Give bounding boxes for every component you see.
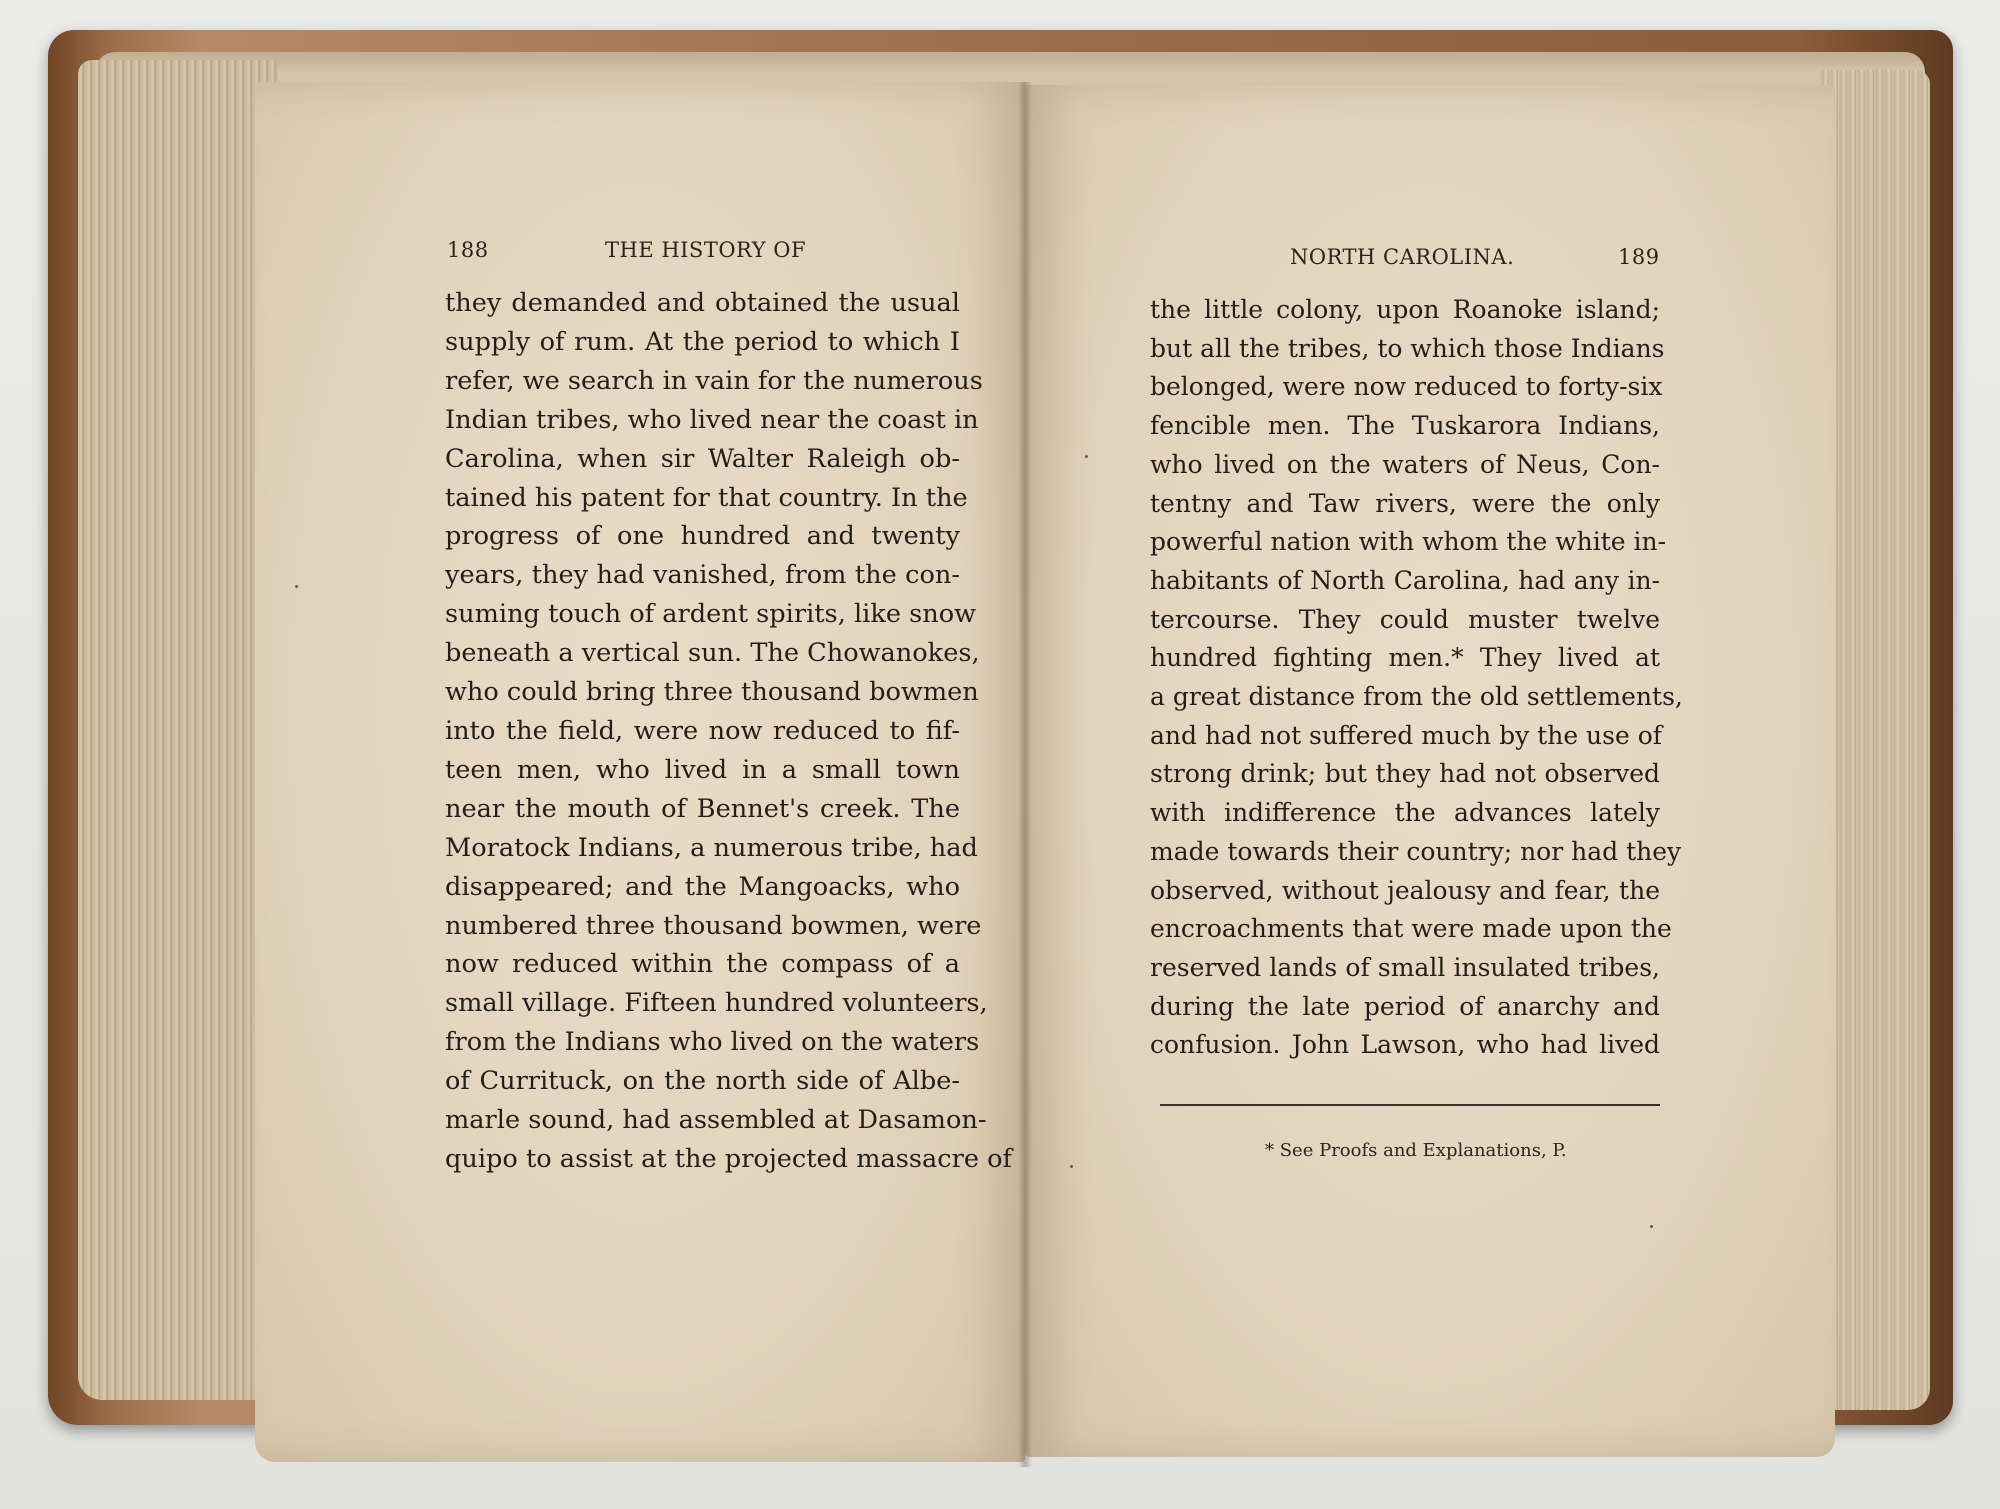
text-line: refer, we search in vain for the numerous <box>445 365 983 396</box>
book-gutter <box>1018 82 1032 1467</box>
text-line: near the mouth of Bennet's creek. The <box>445 793 960 824</box>
text-line: with indifference the advances lately <box>1150 798 1660 828</box>
text-line: fencible men. The Tuskarora Indians, <box>1150 411 1660 441</box>
right-body-text <box>1150 291 1683 1065</box>
right-page-number: 189 <box>1618 245 1660 269</box>
text-line: made towards their country; nor had they <box>1150 836 1682 866</box>
page-edges-left <box>78 60 278 1400</box>
text-line: supply of rum. At the period to which I <box>445 326 960 357</box>
text-line: encroachments that were made upon the <box>1150 914 1672 944</box>
text-line: disappeared; and the Mangoacks, who <box>445 871 960 902</box>
left-running-head: THE HISTORY OF <box>605 238 807 262</box>
left-body-text <box>445 284 1012 1179</box>
text-line: hundred fighting men.* They lived at <box>1150 643 1660 673</box>
paper-speck <box>1070 1165 1073 1168</box>
text-line: habitants of North Carolina, had any in- <box>1150 565 1660 595</box>
text-line: reserved lands of small insulated tribes, <box>1150 952 1660 982</box>
left-page-number: 188 <box>447 238 489 262</box>
text-line: of Currituck, on the north side of Albe- <box>445 1066 960 1097</box>
text-line: tained his patent for that country. In the <box>445 482 968 513</box>
text-line: who lived on the waters of Neus, Con- <box>1150 449 1660 479</box>
text-line: the little colony, upon Roanoke island; <box>1150 295 1660 324</box>
text-line: observed, without jealousy and fear, the <box>1150 875 1660 905</box>
text-line: but all the tribes, to which those Indians <box>1150 333 1665 363</box>
footnote: * See Proofs and Explanations, P. <box>1265 1140 1567 1161</box>
text-line: Moratock Indians, a numerous tribe, had <box>445 832 978 863</box>
text-line: tercourse. They could muster twelve <box>1150 604 1660 634</box>
text-line: confusion. John Lawson, who had lived <box>1150 1030 1660 1060</box>
text-line: a great distance from the old settlements, <box>1150 682 1683 712</box>
text-line: now reduced within the compass of a <box>445 949 960 980</box>
text-line: belonged, were now reduced to forty-six <box>1150 372 1663 402</box>
text-line: and had not suffered much by the use of <box>1150 720 1663 750</box>
text-line: marle sound, had assembled at Dasamon- <box>445 1105 987 1136</box>
text-line: quipo to assist at the projected massacre of <box>445 1143 1012 1174</box>
right-running-head: NORTH CAROLINA. <box>1290 245 1515 269</box>
text-line: Carolina, when sir Walter Raleigh ob- <box>445 443 960 474</box>
text-line: numbered three thousand bowmen, were <box>445 910 982 941</box>
text-line: beneath a vertical sun. The Chowanokes, <box>445 638 980 669</box>
text-line: tentny and Taw rivers, were the only <box>1150 488 1660 518</box>
page-edges-right <box>1820 70 1930 1410</box>
text-line: during the late period of anarchy and <box>1150 991 1660 1021</box>
text-line: suming touch of ardent spirits, like snow <box>445 599 977 630</box>
text-line: into the field, were now reduced to fif- <box>445 715 960 746</box>
text-line: small village. Fifteen hundred volunteers, <box>445 988 988 1019</box>
paper-speck <box>1650 1225 1653 1228</box>
paper-speck <box>1085 455 1088 458</box>
text-line: teen men, who lived in a small town <box>445 754 960 785</box>
text-line: who could bring three thousand bowmen <box>445 677 979 708</box>
text-line: from the Indians who lived on the waters <box>445 1027 980 1058</box>
paper-speck <box>295 585 298 588</box>
footnote-rule <box>1160 1104 1660 1106</box>
text-line: powerful nation with whom the white in- <box>1150 527 1667 557</box>
text-line: Indian tribes, who lived near the coast in <box>445 404 979 435</box>
text-line: years, they had vanished, from the con- <box>445 560 960 591</box>
text-line: they demanded and obtained the usual <box>445 288 960 318</box>
text-line: progress of one hundred and twenty <box>445 521 960 552</box>
text-line: strong drink; but they had not observed <box>1150 759 1660 789</box>
